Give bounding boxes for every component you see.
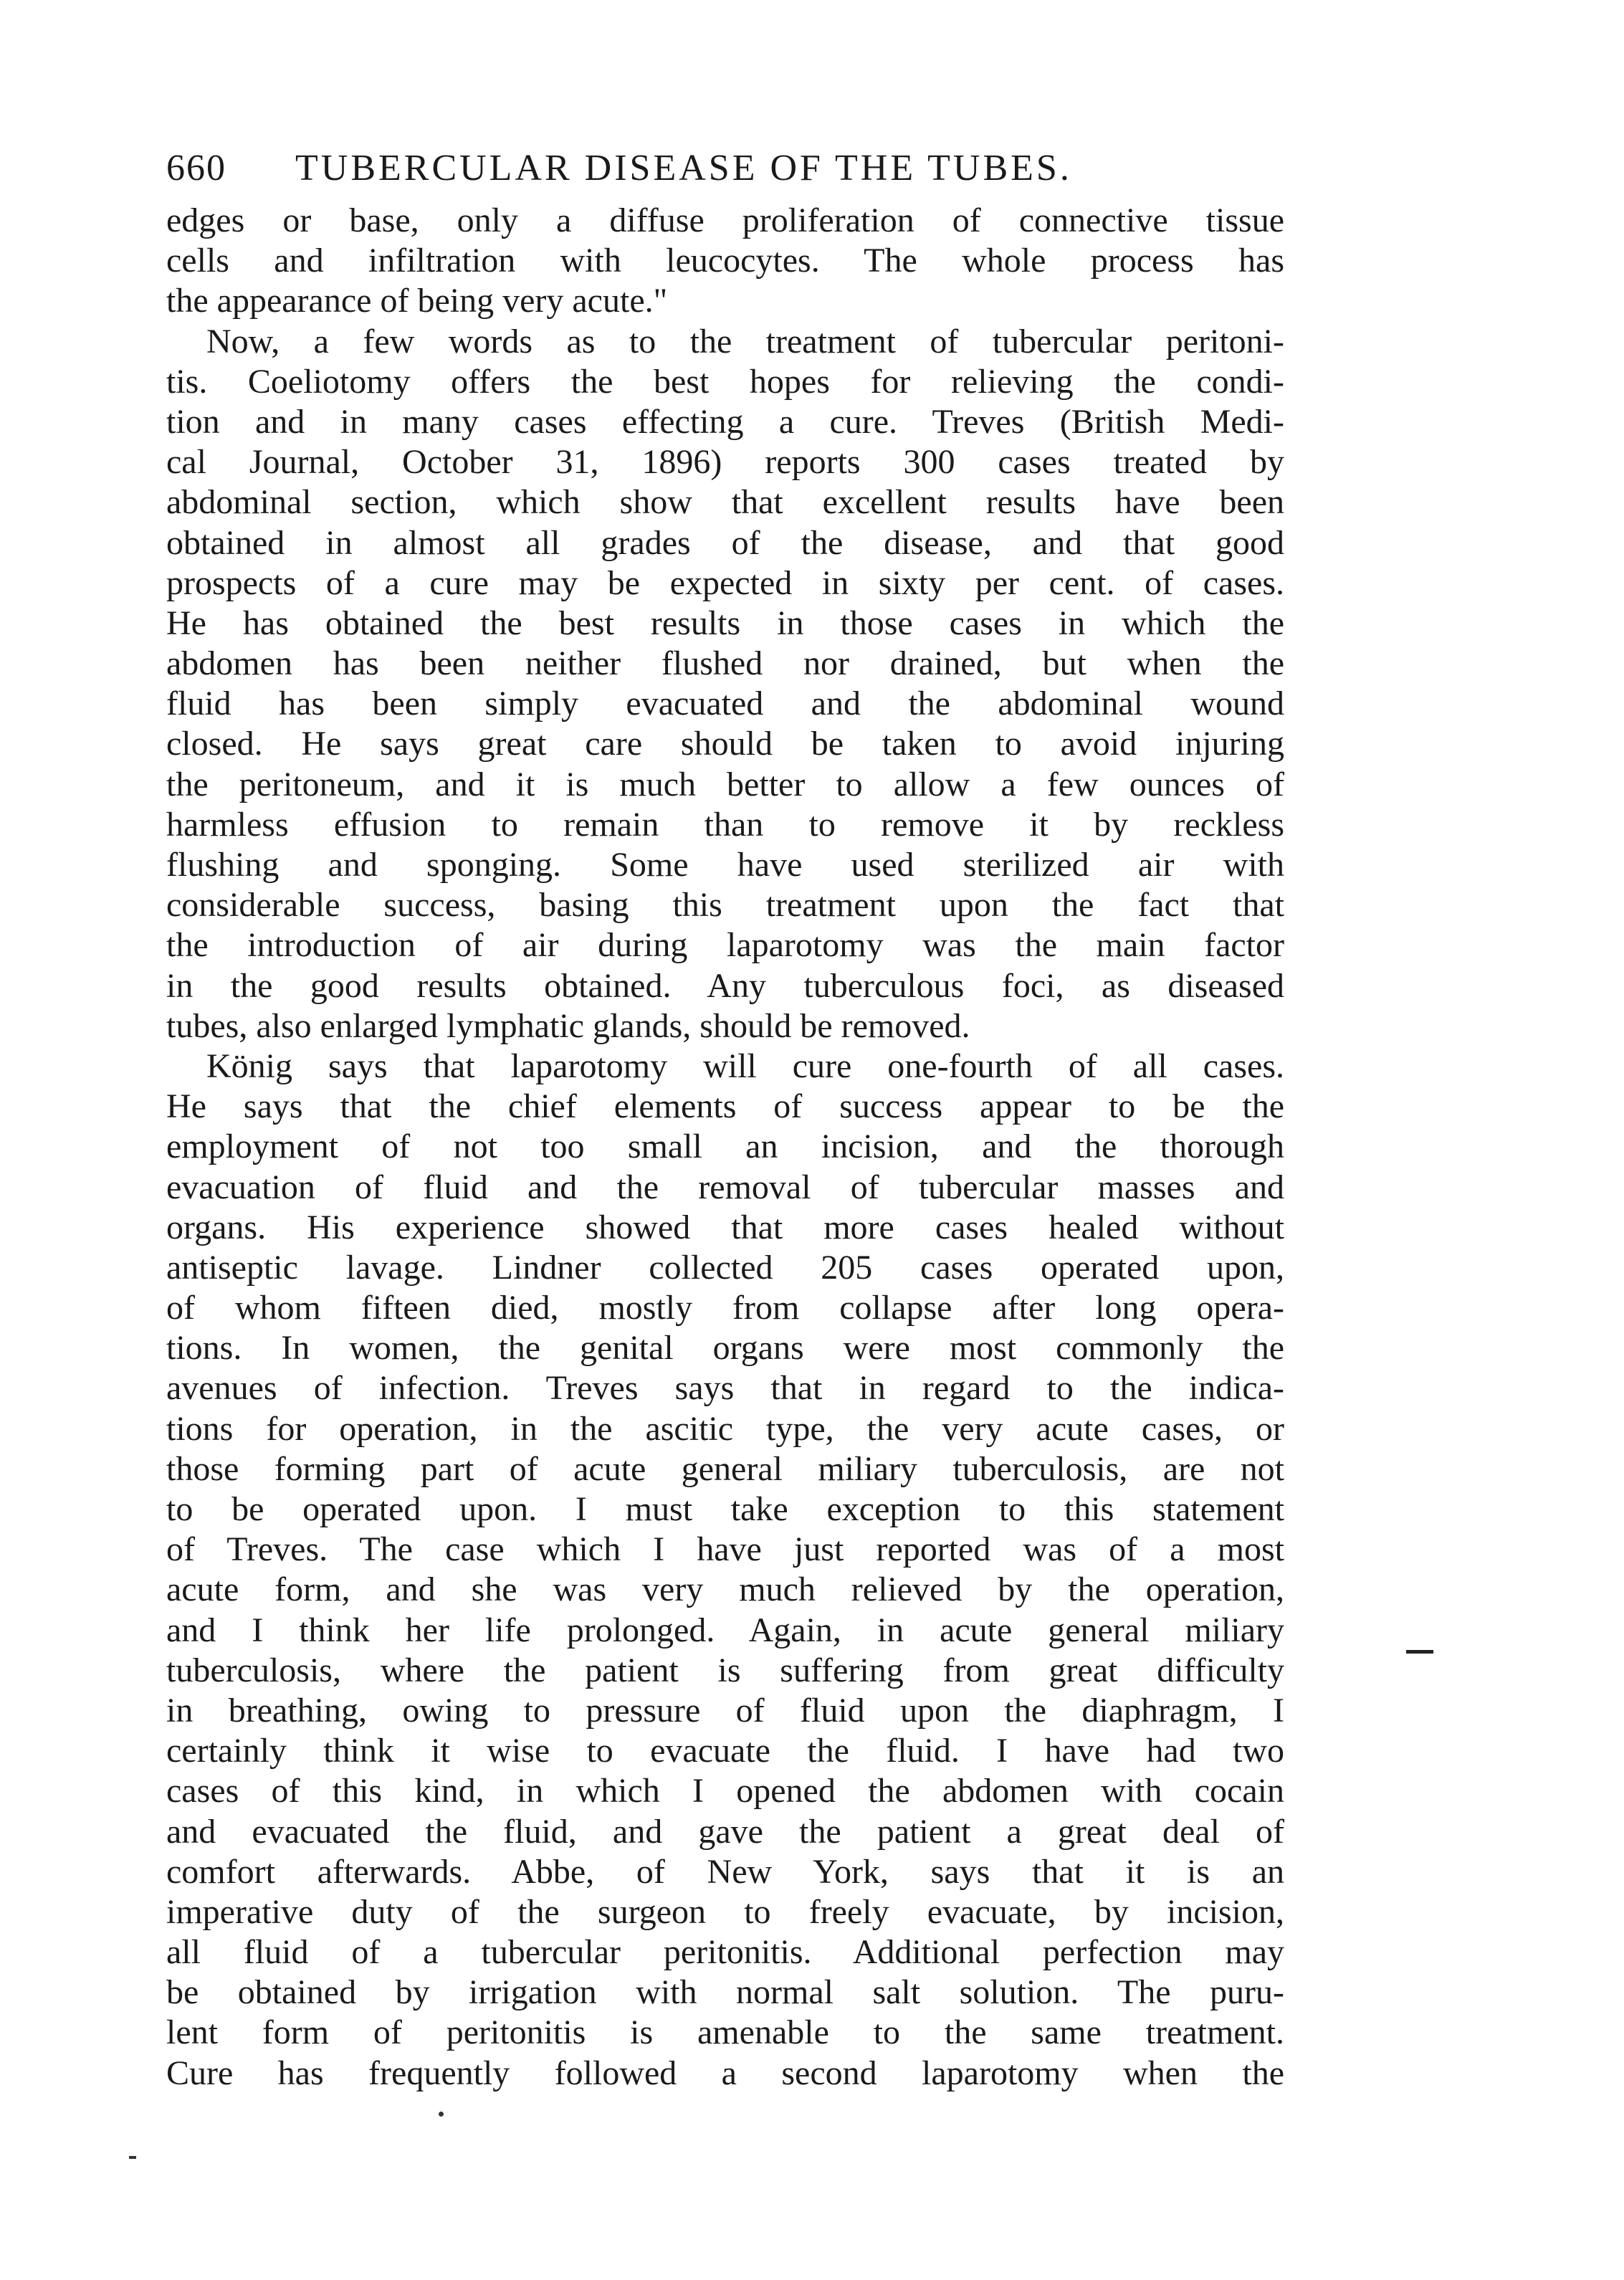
text-line: in breathing, owing to pressure of fluid upon the diaphragm, I	[166, 1691, 1284, 1730]
text-line: cases of this kind, in which I opened the abdomen with cocain	[166, 1772, 1284, 1811]
text-line: abdomen has been neither flushed nor drained, but when the	[166, 644, 1284, 683]
text-line: of whom fifteen died, mostly from collapse after long opera-	[166, 1289, 1284, 1327]
text-line: cells and infiltration with leucocytes. The whole process has	[166, 242, 1284, 280]
text-line: the appearance of being very acute."	[166, 282, 668, 320]
margin-dash-mark	[1406, 1650, 1433, 1654]
text-line: all fluid of a tubercular peritonitis. Additional perfection may	[166, 1933, 1284, 1972]
text-line: employment of not too small an incision, and the thorough	[166, 1127, 1284, 1166]
text-line: avenues of infection. Treves says that in regard to the indica-	[166, 1369, 1284, 1408]
text-line: Cure has frequently followed a second laparotomy when the	[166, 2054, 1284, 2092]
text-line: abdominal section, which show that excellent results have been	[166, 483, 1284, 522]
text-line: Now, a few words as to the treatment of tubercular peritoni-	[206, 322, 1284, 361]
text-line: tuberculosis, where the patient is suffering from great difficulty	[166, 1651, 1284, 1689]
text-line: harmless effusion to remain than to remove it by reckless	[166, 805, 1284, 844]
text-line: tion and in many cases effecting a cure. Treves (British Medi-	[166, 402, 1284, 441]
running-head: TUBERCULAR DISEASE OF THE TUBES.	[295, 148, 1072, 189]
text-line: evacuation of fluid and the removal of tubercular masses and	[166, 1168, 1284, 1206]
text-line: certainly think it wise to evacuate the fluid. I have had two	[166, 1732, 1284, 1770]
text-line: He has obtained the best results in those cases in which the	[166, 604, 1284, 642]
text-line: closed. He says great care should be taken to avoid injuring	[166, 725, 1284, 763]
page-header	[166, 147, 1284, 190]
text-line: the peritoneum, and it is much better to allow a few ounces of	[166, 765, 1284, 803]
text-line: König says that laparotomy will cure one-fourth of all cases.	[206, 1046, 1284, 1085]
stray-dot-mark	[439, 2112, 444, 2117]
text-line: those forming part of acute general miliary tuberculosis, are not	[166, 1449, 1284, 1488]
text-line: tions for operation, in the ascitic type, the very acute cases, or	[166, 1409, 1284, 1448]
text-line: edges or base, only a diffuse proliferation of connective tissue	[166, 201, 1284, 239]
page-number: 660	[166, 148, 226, 189]
text-line: of Treves. The case which I have just reported was of a most	[166, 1530, 1284, 1569]
text-line: imperative duty of the surgeon to freely evacuate, by incision,	[166, 1892, 1284, 1931]
text-line: to be operated upon. I must take exception to this statement	[166, 1490, 1284, 1528]
text-line: acute form, and she was very much relieved by the operation,	[166, 1570, 1284, 1609]
text-line: obtained in almost all grades of the disease, and that good	[166, 523, 1284, 562]
stray-tick-mark	[129, 2156, 136, 2159]
text-line: and evacuated the fluid, and gave the patient a great deal of	[166, 1812, 1284, 1851]
text-line: lent form of peritonitis is amenable to the same treatment.	[166, 2013, 1284, 2052]
text-line: the introduction of air during laparotomy was the main factor	[166, 926, 1284, 965]
text-line: cal Journal, October 31, 1896) reports 300 cases treated by	[166, 443, 1284, 482]
text-line: He says that the chief elements of success appear to be the	[166, 1087, 1284, 1126]
text-line: and I think her life prolonged. Again, in acute general miliary	[166, 1611, 1284, 1649]
text-line: tions. In women, the genital organs were most commonly the	[166, 1329, 1284, 1368]
text-line: fluid has been simply evacuated and the abdominal wound	[166, 685, 1284, 723]
text-line: be obtained by irrigation with normal salt solution. The puru-	[166, 1973, 1284, 2012]
text-line: in the good results obtained. Any tuberculous foci, as diseased	[166, 966, 1284, 1005]
text-line: flushing and sponging. Some have used sterilized air with	[166, 846, 1284, 884]
text-line: prospects of a cure may be expected in sixty per cent. of cases.	[166, 563, 1284, 602]
body-text	[166, 201, 1284, 2094]
text-line: comfort afterwards. Abbe, of New York, says that it is an	[166, 1852, 1284, 1891]
text-line: considerable success, basing this treatment upon the fact that	[166, 886, 1284, 925]
text-line: tubes, also enlarged lymphatic glands, should be removed.	[166, 1006, 970, 1045]
text-line: antiseptic lavage. Lindner collected 205 cases operated upon,	[166, 1248, 1284, 1287]
text-line: tis. Coeliotomy offers the best hopes for relieving the condi-	[166, 362, 1284, 401]
text-line: organs. His experience showed that more cases healed without	[166, 1208, 1284, 1246]
